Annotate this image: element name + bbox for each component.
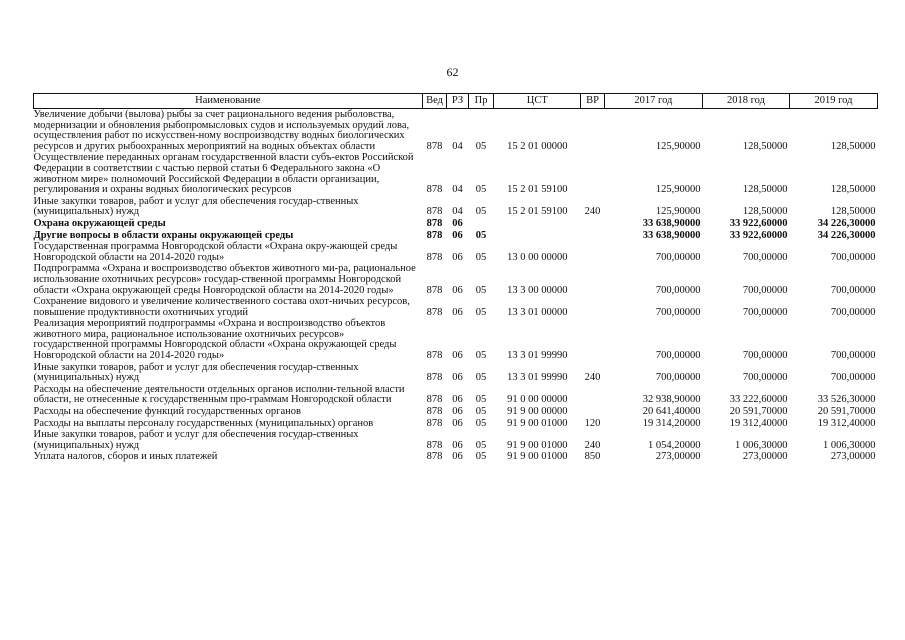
row-vr [581, 406, 605, 418]
row-value-2019: 128,50000 [830, 206, 876, 218]
row-name: Реализация мероприятий подпрограммы «Охрана и воспроизводство объектов животного мира, рациональное использование охотничьих ресурсов» государственной программы Новгородской области «Охрана окружающей среды Новгородской области на 2014-2020 годы» [33, 318, 397, 362]
row-value-2019: 273,00000 [830, 451, 876, 463]
row-rz: 06 [452, 406, 463, 418]
row-pr: 05 [475, 206, 487, 218]
row-rz: 06 [452, 451, 463, 463]
row-value-2018: 19 312,40000 [729, 417, 788, 429]
column-header-2017: 2017 год [604, 94, 702, 109]
row-ved: 878 [426, 306, 443, 318]
row-cst [494, 218, 581, 230]
row-value-2018: 128,50000 [742, 140, 788, 152]
row-rz: 04 [452, 140, 463, 152]
row-value-2019: 128,50000 [830, 140, 876, 152]
row-vr: 120 [584, 417, 601, 429]
row-ved: 878 [426, 184, 443, 196]
row-ved: 878 [426, 406, 443, 418]
row-cst [494, 230, 581, 242]
row-rz: 06 [452, 217, 463, 229]
row-value-2017: 273,00000 [655, 451, 701, 463]
row-ved: 878 [426, 140, 443, 152]
row-pr [468, 218, 494, 230]
table-row [34, 451, 878, 463]
row-value-2018: 700,00000 [742, 350, 788, 362]
row-pr: 05 [475, 229, 487, 241]
table-row [34, 362, 878, 384]
row-rz: 06 [452, 372, 463, 384]
row-pr: 05 [475, 140, 487, 152]
row-value-2019: 19 312,40000 [817, 417, 876, 429]
row-ved: 878 [426, 229, 443, 241]
row-cst: 15 2 01 59100 [507, 206, 568, 218]
row-value-2017: 125,90000 [655, 206, 701, 218]
table-row [34, 218, 878, 230]
row-value-2018: 33 922,60000 [729, 229, 788, 241]
row-value-2018: 700,00000 [742, 251, 788, 263]
row-vr: 240 [584, 372, 601, 384]
row-pr: 05 [475, 350, 487, 362]
row-rz: 06 [452, 350, 463, 362]
row-pr: 05 [475, 451, 487, 463]
table-row [34, 296, 878, 318]
row-rz: 06 [452, 417, 463, 429]
table-header-row [34, 94, 878, 109]
column-header-cst: ЦСТ [494, 94, 581, 109]
table-row [34, 418, 878, 430]
row-value-2017: 700,00000 [655, 251, 701, 263]
row-name: Иные закупки товаров, работ и услуг для обеспечения государ-ственных (муниципальных) нужд [33, 361, 359, 384]
column-header-rz: РЗ [447, 94, 468, 109]
row-pr: 05 [475, 372, 487, 384]
row-name: Другие вопросы в области охраны окружающей среды [33, 229, 294, 241]
row-value-2019: 34 226,30000 [817, 217, 876, 229]
row-name: Расходы на обеспечение деятельности отдельных органов исполни-тельной власти области, не отнесенные к государственным про-граммам Новгородской области [33, 383, 405, 406]
page-number: 62 [446, 65, 459, 79]
table-row [34, 241, 878, 263]
row-value-2018: 128,50000 [742, 184, 788, 196]
row-value-2017: 33 638,90000 [642, 217, 701, 229]
row-value-2019: 128,50000 [830, 184, 876, 196]
row-vr [581, 230, 605, 242]
row-vr: 240 [584, 206, 601, 218]
row-name: Расходы на выплаты персоналу государственных (муниципальных) органов [33, 417, 374, 429]
row-value-2019: 700,00000 [830, 251, 876, 263]
row-value-2017: 700,00000 [655, 350, 701, 362]
row-value-2017: 1 054,20000 [648, 439, 701, 451]
row-name: Осуществление переданных органам государственной власти субъ-ектов Российской Федерации в соответствии с частью первой статьи 6 Федерального закона «О животном мире» полномочий Российской Федерации в области организации, регулирования и охраны водных биологических ресурсов [33, 152, 414, 196]
row-pr: 05 [475, 394, 487, 406]
row-value-2018: 700,00000 [742, 372, 788, 384]
row-vr [581, 296, 605, 318]
column-header-pr: Пр [468, 94, 494, 109]
row-ved: 878 [426, 217, 443, 229]
row-name: Иные закупки товаров, работ и услуг для обеспечения государ-ственных (муниципальных) нужд [33, 429, 359, 451]
row-cst: 15 2 01 59100 [507, 184, 568, 196]
row-cst: 15 2 01 00000 [507, 140, 568, 152]
row-rz: 06 [452, 439, 463, 451]
row-value-2017: 20 641,40000 [642, 406, 701, 418]
row-cst: 13 3 00 00000 [507, 284, 568, 296]
row-value-2017: 19 314,20000 [642, 417, 701, 429]
row-pr: 05 [475, 406, 487, 418]
column-header-vr: ВР [581, 94, 605, 109]
column-header-name: Наименование [34, 94, 423, 109]
row-value-2017: 700,00000 [655, 284, 701, 296]
table-row [34, 406, 878, 418]
table-body [34, 109, 878, 464]
row-value-2018: 700,00000 [742, 306, 788, 318]
row-name: Подпрограмма «Охрана и воспроизводство объектов животного ми-ра, рациональное использование охотничьих ресурсов» государ-ственной программы Новгородской области «Охрана окружающей среды Новгородской области на 2014-2020 годы» [33, 263, 416, 296]
table-row [34, 109, 878, 153]
row-value-2019: 700,00000 [830, 372, 876, 384]
row-value-2017: 125,90000 [655, 184, 701, 196]
row-cst: 91 9 00 01000 [507, 451, 568, 463]
row-rz: 04 [452, 184, 463, 196]
budget-table [33, 93, 878, 463]
row-value-2017: 700,00000 [655, 306, 701, 318]
row-vr [581, 318, 605, 361]
column-header-2019: 2019 год [789, 94, 877, 109]
table-row [34, 263, 878, 296]
row-ved: 878 [426, 417, 443, 429]
row-vr [581, 109, 605, 153]
row-name: Уплата налогов, сборов и иных платежей [33, 451, 218, 463]
row-name: Увеличение добычи (вылова) рыбы за счет рационального ведения рыболовства, модернизации и обновления рыбопромысловых судов и используемых орудий лова, осуществления работ по искусствен-ному воспроизводству водных биологических ресурсов и других рыбоохранных мероприятий на водных объектах области [33, 109, 410, 152]
row-value-2019: 1 006,30000 [823, 439, 876, 451]
row-value-2019: 700,00000 [830, 306, 876, 318]
row-pr: 05 [475, 184, 487, 196]
row-rz: 06 [452, 306, 463, 318]
table-row [34, 429, 878, 451]
row-value-2019: 700,00000 [830, 350, 876, 362]
row-value-2017: 700,00000 [655, 372, 701, 384]
table-row [34, 196, 878, 218]
row-rz: 06 [452, 284, 463, 296]
row-pr: 05 [475, 417, 487, 429]
table-row [34, 230, 878, 242]
row-vr [581, 384, 605, 406]
row-value-2018: 20 591,70000 [729, 406, 788, 418]
row-cst: 13 0 00 00000 [507, 251, 568, 263]
row-name: Расходы на обеспечение функций государственных органов [33, 406, 301, 418]
row-pr: 05 [475, 284, 487, 296]
column-header-2018: 2018 год [703, 94, 790, 109]
row-ved: 878 [426, 206, 443, 218]
row-cst: 13 3 01 99990 [507, 372, 568, 384]
row-value-2017: 33 638,90000 [642, 229, 701, 241]
row-vr: 240 [584, 439, 601, 451]
row-value-2017: 32 938,90000 [642, 394, 701, 406]
table-row [34, 152, 878, 195]
row-cst: 91 9 00 01000 [507, 417, 568, 429]
row-name: Государственная программа Новгородской области «Охрана окру-жающей среды Новгородской области на 2014-2020 годы» [33, 241, 398, 263]
row-value-2018: 128,50000 [742, 206, 788, 218]
row-vr [581, 152, 605, 195]
table-row [34, 384, 878, 406]
row-cst: 91 9 00 00000 [507, 406, 568, 418]
row-cst: 91 0 00 00000 [507, 394, 568, 406]
row-vr [581, 241, 605, 263]
row-pr: 05 [475, 439, 487, 451]
row-pr: 05 [475, 251, 487, 263]
row-rz: 06 [452, 229, 463, 241]
row-value-2019: 20 591,70000 [817, 406, 876, 418]
row-value-2018: 33 922,60000 [729, 217, 788, 229]
row-value-2018: 1 006,30000 [734, 439, 788, 451]
row-value-2019: 33 526,30000 [817, 394, 876, 406]
row-ved: 878 [426, 394, 443, 406]
row-value-2018: 273,00000 [742, 451, 788, 463]
row-value-2019: 700,00000 [830, 284, 876, 296]
row-cst: 91 9 00 01000 [507, 439, 568, 451]
row-name: Сохранение видового и увеличение количественного состава охот-ничьих ресурсов, повышение продуктивности охотничьих угодий [33, 296, 410, 318]
row-cst: 13 3 01 99990 [507, 350, 568, 362]
row-ved: 878 [426, 284, 443, 296]
row-ved: 878 [426, 350, 443, 362]
row-value-2019: 34 226,30000 [817, 229, 876, 241]
row-ved: 878 [426, 251, 443, 263]
table-row [34, 318, 878, 361]
row-rz: 06 [452, 251, 463, 263]
row-rz: 06 [452, 394, 463, 406]
row-pr: 05 [475, 306, 487, 318]
row-name: Иные закупки товаров, работ и услуг для обеспечения государ-ственных (муниципальных) нужд [33, 195, 359, 218]
row-value-2018: 33 222,60000 [729, 394, 788, 406]
row-ved: 878 [426, 439, 443, 451]
row-name: Охрана окружающей среды [33, 217, 166, 229]
row-ved: 878 [426, 372, 443, 384]
row-value-2017: 125,90000 [655, 140, 701, 152]
column-header-ved: Вед [422, 94, 447, 109]
row-ved: 878 [426, 451, 443, 463]
row-vr [581, 218, 605, 230]
row-value-2018: 700,00000 [742, 284, 788, 296]
row-vr [581, 263, 605, 296]
row-rz: 04 [452, 206, 463, 218]
row-vr: 850 [584, 451, 601, 463]
row-cst: 13 3 01 00000 [507, 306, 568, 318]
